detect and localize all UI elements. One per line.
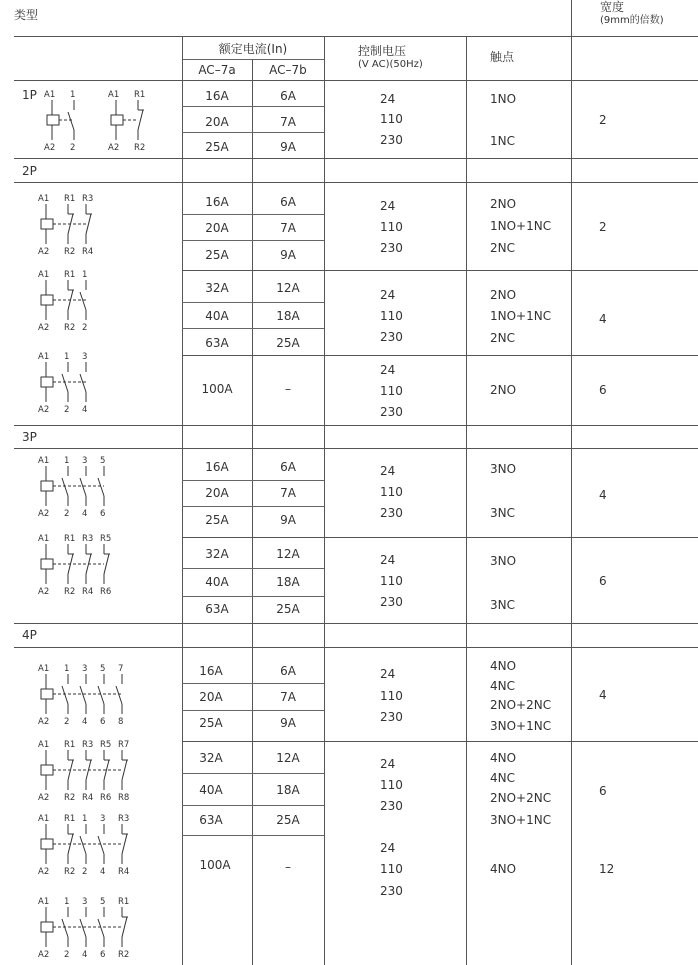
contact-cell: 1NO+1NC — [490, 309, 552, 323]
current-cell: 20A — [199, 690, 223, 704]
contact-cell: 3NC — [490, 598, 515, 612]
control-voltage-header: 控制电压 — [358, 44, 407, 58]
coil-symbol — [41, 481, 53, 491]
current-cell: 100A — [201, 382, 233, 396]
current-cell: 7A — [280, 486, 296, 500]
current-cell: 18A — [276, 575, 300, 589]
coil-label-a1: A1 — [44, 90, 56, 100]
terminal-label-bottom: R2 — [134, 143, 146, 153]
current-cell: 12A — [276, 751, 300, 765]
voltage-cell: 230 — [380, 241, 403, 255]
terminal-label-bottom: R6 — [100, 587, 112, 597]
nc-contact-blade — [104, 554, 109, 574]
width-cell: 2 — [599, 220, 607, 234]
no-contact-blade — [98, 478, 104, 496]
coil-symbol — [47, 115, 59, 125]
coil-symbol — [41, 689, 53, 699]
voltage-cell: 110 — [380, 220, 403, 234]
coil-label-a2: A2 — [38, 717, 50, 727]
terminal-label-bottom: R4 — [82, 793, 94, 803]
coil-label-a2: A2 — [38, 587, 50, 597]
current-cell: – — [285, 382, 291, 396]
current-cell: 20A — [205, 115, 229, 129]
width-cell: 6 — [599, 784, 607, 798]
terminal-label-top: 7 — [118, 664, 124, 674]
width-cell: 4 — [599, 312, 607, 326]
contact-cell: 4NC — [490, 679, 515, 693]
terminal-label-bottom: 2 — [82, 323, 88, 333]
terminal-label-top: R3 — [118, 814, 130, 824]
control-voltage-unit: (V AC)(50Hz) — [358, 59, 423, 70]
no-contact-blade — [80, 919, 86, 937]
terminal-label-top: 3 — [82, 664, 88, 674]
terminal-label-top: R3 — [82, 740, 94, 750]
contact-cell: 2NC — [490, 241, 515, 255]
terminal-label-top: 1 — [64, 352, 70, 362]
contact-cell: 3NO — [490, 554, 517, 568]
no-contact-blade — [80, 478, 86, 496]
no-contact-blade — [98, 836, 104, 854]
terminal-label-bottom: 6 — [100, 717, 106, 727]
contact-cell: 3NO — [490, 462, 517, 476]
wiring-diagram-3p-nc — [38, 532, 148, 598]
header-bottom-rule — [14, 80, 698, 81]
current-cell: 40A — [205, 309, 229, 323]
terminal-label-top: R5 — [100, 534, 112, 544]
current-cell: 9A — [280, 716, 296, 730]
voltage-cell: 110 — [380, 862, 403, 876]
width-cell: 2 — [599, 113, 607, 127]
width-header: 宽度 — [600, 0, 625, 14]
terminal-label-top: 1 — [64, 456, 70, 466]
contact-cell: 2NO — [490, 288, 517, 302]
terminal-label-top: 1 — [64, 664, 70, 674]
contact-cell: 4NO — [490, 862, 517, 876]
ac7a-header: AC–7a — [198, 63, 236, 77]
terminal-label-top: 3 — [82, 352, 88, 362]
current-cell: 32A — [205, 281, 229, 295]
coil-symbol — [41, 377, 53, 387]
voltage-cell: 24 — [380, 841, 396, 855]
wiring-diagram-3p-no — [38, 454, 148, 520]
nc-contact-blade — [122, 834, 127, 854]
terminal-label-bottom: R4 — [118, 867, 130, 877]
current-cell: 9A — [280, 513, 296, 527]
terminal-label-top: 5 — [100, 897, 106, 907]
current-cell: 6A — [280, 195, 296, 209]
section-label-4p: 4P — [22, 628, 37, 642]
ac7b-header: AC–7b — [269, 63, 307, 77]
voltage-cell: 230 — [380, 330, 403, 344]
coil-label-a1: A1 — [108, 90, 120, 100]
coil-label-a2: A2 — [38, 867, 50, 877]
coil-label-a1: A1 — [38, 897, 50, 907]
terminal-label-bottom: 6 — [100, 950, 106, 960]
current-cell: 25A — [205, 140, 229, 154]
coil-label-a2: A2 — [38, 323, 50, 333]
voltage-cell: 24 — [380, 667, 396, 681]
contact-cell: 3NO+1NC — [490, 719, 552, 733]
current-cell: 100A — [199, 858, 231, 872]
current-cell: 25A — [276, 813, 300, 827]
terminal-label-bottom: 6 — [100, 509, 106, 519]
contact-cell: 2NO+2NC — [490, 791, 552, 805]
terminal-label-top: 1 — [82, 270, 88, 280]
terminal-label-top: 1 — [82, 814, 88, 824]
no-contact-blade — [98, 686, 104, 704]
terminal-label-bottom: 2 — [70, 143, 76, 153]
no-contact-blade — [80, 836, 86, 854]
contact-cell: 2NO+2NC — [490, 698, 552, 712]
no-contact-blade — [62, 919, 68, 937]
contact-cell: 4NO — [490, 751, 517, 765]
current-cell: 40A — [205, 575, 229, 589]
wiring-diagram-4p-no — [38, 662, 168, 728]
terminal-label-bottom: 4 — [100, 867, 106, 877]
voltage-cell: 24 — [380, 464, 396, 478]
terminal-label-bottom: R8 — [118, 793, 130, 803]
coil-label-a2: A2 — [38, 950, 50, 960]
section-label-2p: 2P — [22, 164, 37, 178]
header-top-rule — [14, 36, 698, 37]
coil-label-a2: A2 — [108, 143, 120, 153]
coil-label-a1: A1 — [38, 352, 50, 362]
voltage-cell: 110 — [380, 112, 403, 126]
coil-label-a1: A1 — [38, 664, 50, 674]
voltage-cell: 110 — [380, 485, 403, 499]
voltage-cell: 24 — [380, 199, 396, 213]
voltage-cell: 110 — [380, 309, 403, 323]
terminal-label-top: R1 — [134, 90, 146, 100]
terminal-label-bottom: R2 — [64, 247, 76, 257]
terminal-label-bottom: 4 — [82, 950, 88, 960]
current-cell: 16A — [205, 195, 229, 209]
voltage-cell: 230 — [380, 506, 403, 520]
current-cell: 25A — [205, 248, 229, 262]
voltage-cell: 230 — [380, 595, 403, 609]
terminal-label-top: 1 — [64, 897, 70, 907]
rated-current-header: 额定电流(In) — [218, 42, 288, 56]
terminal-label-top: R1 — [64, 534, 76, 544]
terminal-label-bottom: 2 — [82, 867, 88, 877]
terminal-label-bottom: R4 — [82, 587, 94, 597]
terminal-label-bottom: R2 — [64, 867, 76, 877]
voltage-cell: 110 — [380, 689, 403, 703]
terminal-label-bottom: 4 — [82, 509, 88, 519]
terminal-label-bottom: R6 — [100, 793, 112, 803]
no-contact-blade — [80, 374, 86, 392]
terminal-label-top: R1 — [64, 270, 76, 280]
current-cell: 16A — [205, 89, 229, 103]
current-cell: 18A — [276, 309, 300, 323]
coil-symbol — [41, 839, 53, 849]
current-cell: 25A — [199, 716, 223, 730]
terminal-label-top: R3 — [82, 534, 94, 544]
terminal-label-bottom: R2 — [64, 587, 76, 597]
coil-symbol — [41, 922, 53, 932]
current-cell: 12A — [276, 281, 300, 295]
voltage-cell: 230 — [380, 710, 403, 724]
wiring-diagram-1p-no — [44, 88, 104, 152]
width-unit-header: (9mm的倍数) — [600, 15, 664, 26]
terminal-label-bottom: 2 — [64, 950, 70, 960]
terminal-label-top: R5 — [100, 740, 112, 750]
voltage-cell: 24 — [380, 92, 396, 106]
voltage-cell: 110 — [380, 384, 403, 398]
terminal-label-top: R1 — [64, 814, 76, 824]
terminal-label-top: 1 — [70, 90, 76, 100]
wiring-diagram-4p-2no-2nc — [38, 812, 168, 878]
width-cell: 6 — [599, 574, 607, 588]
contact-cell: 2NO — [490, 197, 517, 211]
coil-label-a2: A2 — [38, 405, 50, 415]
current-cell: 7A — [280, 115, 296, 129]
contact-cell: 1NO — [490, 92, 517, 106]
terminal-label-bottom: 2 — [64, 509, 70, 519]
contact-cell: 1NC — [490, 134, 515, 148]
nc-contact-blade — [86, 214, 91, 234]
terminal-label-top: R3 — [82, 194, 94, 204]
coil-label-a2: A2 — [38, 247, 50, 257]
coil-symbol — [41, 295, 53, 305]
coil-label-a2: A2 — [38, 509, 50, 519]
terminal-label-top: R1 — [118, 897, 130, 907]
current-cell: 18A — [276, 783, 300, 797]
wiring-diagram-2p-no-nc — [38, 268, 128, 334]
terminal-label-top: R1 — [64, 194, 76, 204]
terminal-label-bottom: R4 — [82, 247, 94, 257]
wiring-diagram-1p-nc — [108, 88, 168, 152]
coil-label-a1: A1 — [38, 194, 50, 204]
contact-cell: 3NC — [490, 506, 515, 520]
current-cell: 63A — [205, 336, 229, 350]
width-cell: 6 — [599, 383, 607, 397]
current-cell: 6A — [280, 89, 296, 103]
voltage-cell: 110 — [380, 574, 403, 588]
contacts-header: 触点 — [490, 50, 515, 64]
coil-label-a1: A1 — [38, 534, 50, 544]
voltage-cell: 24 — [380, 757, 396, 771]
current-cell: 32A — [199, 751, 223, 765]
coil-symbol — [111, 115, 123, 125]
width-cell: 4 — [599, 688, 607, 702]
current-cell: 20A — [205, 486, 229, 500]
width-cell: 12 — [599, 862, 615, 876]
current-cell: 25A — [276, 602, 300, 616]
coil-label-a1: A1 — [38, 740, 50, 750]
voltage-cell: 110 — [380, 778, 403, 792]
current-cell: 16A — [205, 460, 229, 474]
wiring-diagram-4p-3no-1nc — [38, 895, 168, 961]
wiring-diagram-2p-no — [38, 350, 128, 416]
coil-symbol — [41, 559, 53, 569]
no-contact-blade — [116, 686, 122, 704]
current-cell: – — [285, 860, 291, 874]
no-contact-blade — [62, 478, 68, 496]
current-cell: 9A — [280, 140, 296, 154]
terminal-label-bottom: 2 — [64, 405, 70, 415]
section-label-3p: 3P — [22, 430, 37, 444]
voltage-cell: 230 — [380, 799, 403, 813]
terminal-label-top: 3 — [100, 814, 106, 824]
terminal-label-bottom: 8 — [118, 717, 124, 727]
contact-cell: 1NO+1NC — [490, 219, 552, 233]
no-contact-blade — [80, 292, 86, 310]
terminal-label-top: 3 — [82, 456, 88, 466]
current-cell: 6A — [280, 664, 296, 678]
current-cell: 32A — [205, 547, 229, 561]
terminal-label-top: 5 — [100, 664, 106, 674]
no-contact-blade — [62, 686, 68, 704]
voltage-cell: 24 — [380, 553, 396, 567]
coil-label-a1: A1 — [38, 456, 50, 466]
terminal-label-bottom: R2 — [64, 793, 76, 803]
no-contact-blade — [68, 112, 74, 130]
voltage-cell: 230 — [380, 133, 403, 147]
current-cell: 25A — [276, 336, 300, 350]
width-cell: 4 — [599, 488, 607, 502]
terminal-label-bottom: 4 — [82, 717, 88, 727]
coil-label-a2: A2 — [44, 143, 56, 153]
voltage-cell: 24 — [380, 288, 396, 302]
contact-cell: 4NO — [490, 659, 517, 673]
current-cell: 25A — [205, 513, 229, 527]
voltage-cell: 230 — [380, 884, 403, 898]
nc-contact-blade — [122, 760, 127, 780]
coil-symbol — [41, 219, 53, 229]
current-cell: 7A — [280, 690, 296, 704]
coil-label-a1: A1 — [38, 270, 50, 280]
type-header: 类型 — [14, 8, 39, 22]
contact-cell: 3NO+1NC — [490, 813, 552, 827]
voltage-cell: 24 — [380, 363, 396, 377]
contact-cell: 4NC — [490, 771, 515, 785]
current-cell: 20A — [205, 221, 229, 235]
terminal-label-top: 3 — [82, 897, 88, 907]
terminal-label-bottom: 2 — [64, 717, 70, 727]
current-cell: 40A — [199, 783, 223, 797]
current-cell: 9A — [280, 248, 296, 262]
terminal-label-bottom: R2 — [64, 323, 76, 333]
voltage-cell: 230 — [380, 405, 403, 419]
current-cell: 7A — [280, 221, 296, 235]
no-contact-blade — [80, 686, 86, 704]
no-contact-blade — [98, 919, 104, 937]
section-label-1p: 1P — [22, 88, 37, 102]
current-cell: 16A — [199, 664, 223, 678]
terminal-label-bottom: 4 — [82, 405, 88, 415]
current-cell: 63A — [199, 813, 223, 827]
terminal-label-top: R1 — [64, 740, 76, 750]
contact-cell: 2NC — [490, 331, 515, 345]
terminal-label-top: R7 — [118, 740, 130, 750]
terminal-label-bottom: R2 — [118, 950, 130, 960]
wiring-diagram-2p-nc — [38, 192, 128, 258]
terminal-label-top: 5 — [100, 456, 106, 466]
wiring-diagram-4p-nc — [38, 738, 168, 804]
no-contact-blade — [62, 374, 68, 392]
contact-cell: 2NO — [490, 383, 517, 397]
nc-contact-blade — [138, 110, 143, 130]
current-cell: 12A — [276, 547, 300, 561]
coil-label-a1: A1 — [38, 814, 50, 824]
current-cell: 6A — [280, 460, 296, 474]
current-cell: 63A — [205, 602, 229, 616]
coil-symbol — [41, 765, 53, 775]
nc-contact-blade — [122, 917, 127, 937]
coil-label-a2: A2 — [38, 793, 50, 803]
